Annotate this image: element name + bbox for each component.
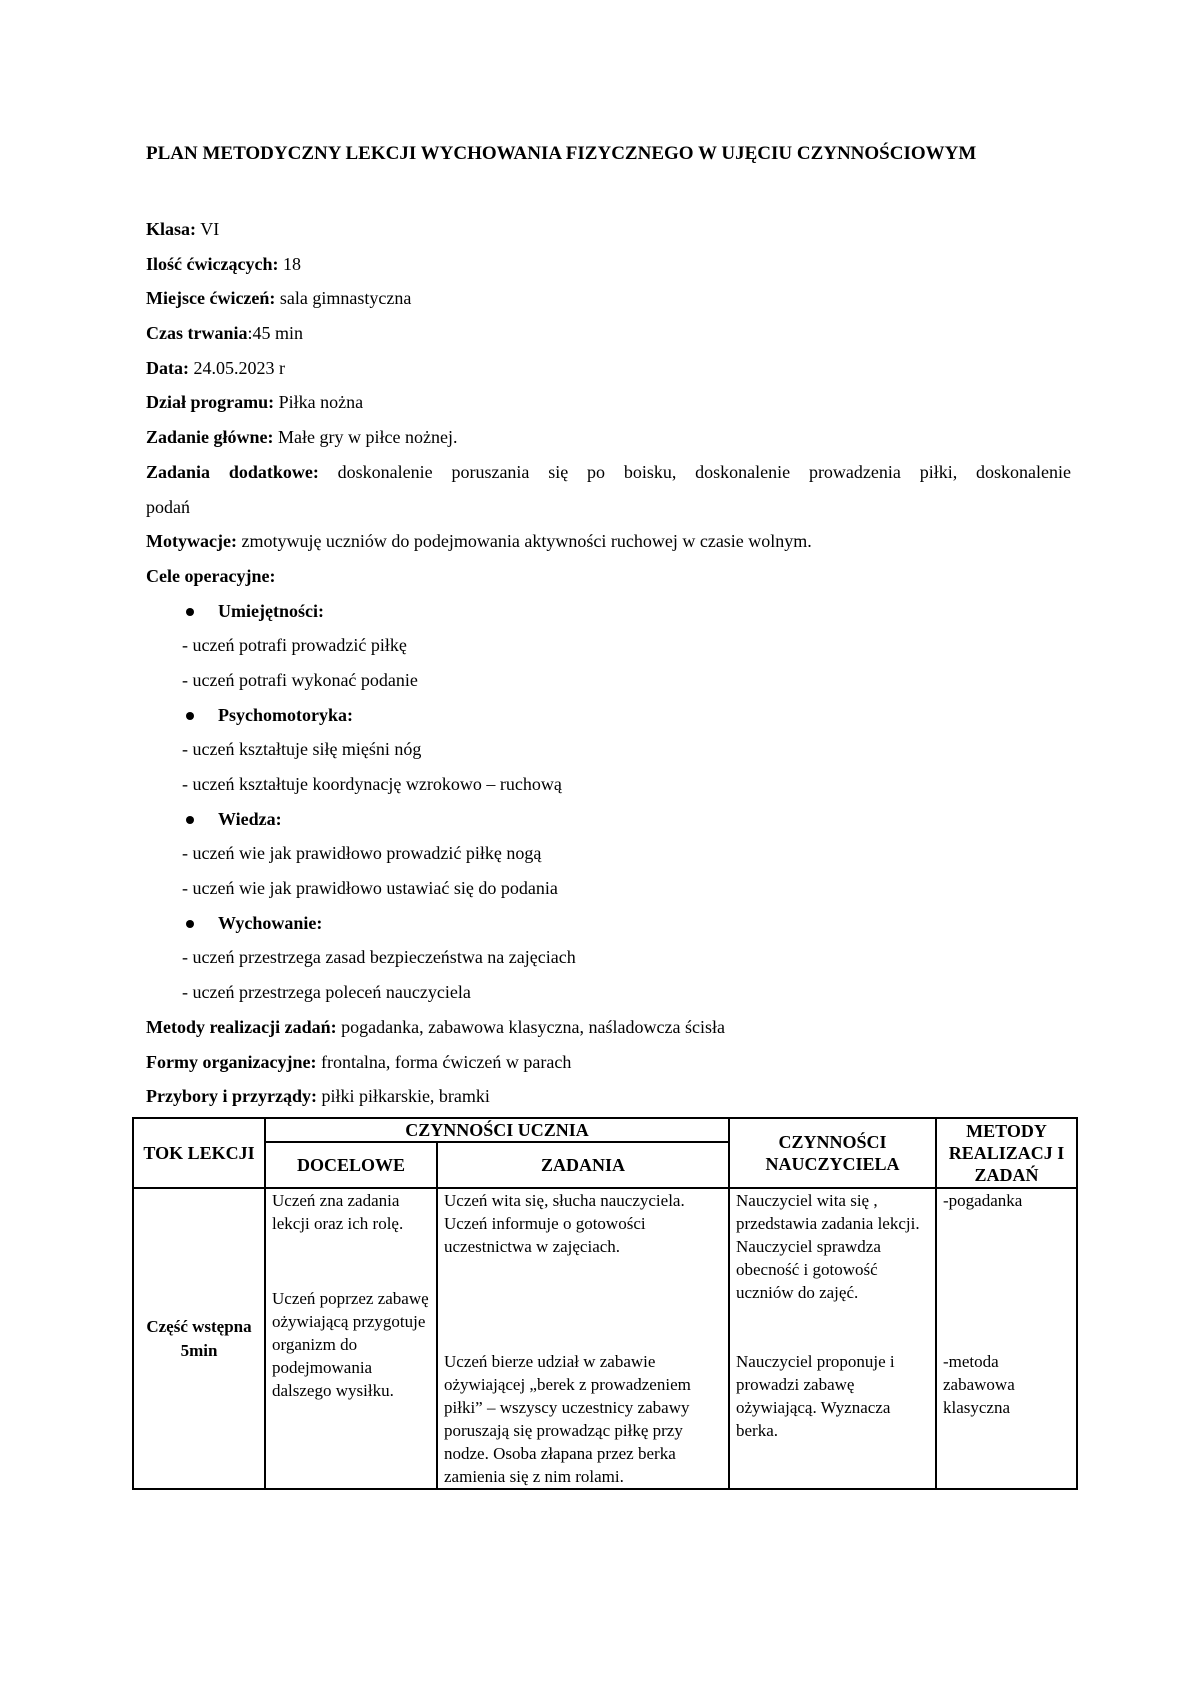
meta-place: Miejsce ćwiczeń: sala gimnastyczna — [146, 288, 412, 309]
meta-operational-goals: Cele operacyjne: — [146, 565, 276, 586]
meta-motivation: Motywacje: zmotywuję uczniów do podejmowania aktywności ruchowej w czasie wolnym. — [146, 531, 812, 552]
table-row — [133, 1188, 1077, 1489]
header-methods: METODY REALIZACJ I ZADAŃ — [936, 1118, 1077, 1188]
goal-heading-education: Wychowanie: — [146, 906, 1071, 941]
goal-heading-knowledge: Wiedza: — [146, 802, 1071, 837]
meta-date: Data: 24.05.2023 r — [146, 357, 285, 378]
page-title: PLAN METODYCZNY LEKCJI WYCHOWANIA FIZYCZNEGO W UJĘCIU CZYNNOŚCIOWYM — [146, 143, 977, 164]
meta-class: Klasa: VI — [146, 219, 220, 239]
goal-item: - uczeń wie jak prawidłowo ustawiać się do podania — [182, 878, 558, 899]
lesson-plan-table — [132, 1117, 1078, 1490]
goal-item: - uczeń przestrzega poleceń nauczyciela — [182, 982, 471, 1003]
methods-text-1: -pogadanka — [943, 1191, 1023, 1210]
teacher-text-2: Nauczyciel proponuje i prowadzi zabawę ożywiającą. Wyznacza berka. — [736, 1352, 895, 1440]
goal-heading-skills: Umiejętności: — [146, 594, 1071, 629]
methods-cell — [936, 1188, 1077, 1489]
lesson-metadata — [146, 212, 1071, 1114]
meta-main-task: Zadanie główne: Małe gry w piłce nożnej. — [146, 427, 458, 448]
goal-item: - uczeń potrafi wykonać podanie — [182, 669, 418, 690]
tasks-text-1: Uczeń wita się, słucha nauczyciela. Uczeń informuje o gotowości uczestnictwa w zajęciach. — [444, 1191, 685, 1256]
header-target: DOCELOWE — [265, 1142, 437, 1188]
header-student-activities: CZYNNOŚCI UCZNIA — [265, 1118, 729, 1142]
target-cell — [265, 1188, 437, 1489]
table-header-row — [133, 1118, 1077, 1142]
goal-item: - uczeń przestrzega zasad bezpieczeństwa na zajęciach — [182, 947, 576, 968]
target-text-1: Uczeń zna zadania lekcji oraz ich rolę. — [272, 1191, 404, 1233]
goal-item: - uczeń kształtuje koordynację wzrokowo – ruchową — [182, 774, 562, 794]
goal-item: - uczeń wie jak prawidłowo prowadzić piłkę nogą — [182, 843, 542, 864]
methods-text-2: -metoda zabawowa klasyczna — [943, 1352, 1015, 1417]
meta-students: Ilość ćwiczących: 18 — [146, 253, 301, 274]
meta-organization-forms: Formy organizacyjne: frontalna, forma ćwiczeń w parach — [146, 1051, 572, 1072]
tasks-text-2: Uczeń bierze udział w zabawie ożywiającej „berek z prowadzeniem piłki” – wszyscy uczestnicy zabawy poruszają się prowadząc piłkę przy nodze. Osoba złapana przez berka zamienia się z nim rolami. — [444, 1352, 691, 1486]
target-text-2: Uczeń poprzez zabawę ożywiającą przygotuje organizm do podejmowania dalszego wysiłku. — [272, 1289, 429, 1400]
meta-additional-tasks: Zadania dodatkowe: doskonalenie poruszania się po boisku, doskonalenie prowadzenia piłki, doskonalenie — [146, 461, 1071, 482]
header-tasks: ZADANIA — [437, 1142, 729, 1188]
goal-item: - uczeń kształtuje siłę mięśni nóg — [182, 739, 422, 760]
goal-item: - uczeń potrafi prowadzić piłkę — [182, 635, 407, 656]
teacher-text-1: Nauczyciel wita się , przedstawia zadania lekcji. Nauczyciel sprawdza obecność i gotowość uczniów do zajęć. — [736, 1191, 920, 1302]
lesson-part-label: Część wstępna 5min — [133, 1188, 265, 1489]
meta-program-section: Dział programu: Piłka nożna — [146, 392, 364, 413]
header-tok: TOK LEKCJI — [133, 1118, 265, 1188]
goal-heading-psychomotor: Psychomotoryka: — [146, 698, 1071, 733]
meta-equipment: Przybory i przyrządy: piłki piłkarskie, bramki — [146, 1086, 490, 1107]
teacher-cell — [729, 1188, 936, 1489]
meta-duration: Czas trwania:45 min — [146, 323, 304, 344]
header-teacher-activities: CZYNNOŚCI NAUCZYCIELA — [729, 1118, 936, 1188]
tasks-cell — [437, 1188, 729, 1489]
meta-methods: Metody realizacji zadań: pogadanka, zabawowa klasyczna, naśladowcza ścisła — [146, 1016, 725, 1037]
meta-additional-tasks-continuation: podań — [146, 496, 190, 517]
